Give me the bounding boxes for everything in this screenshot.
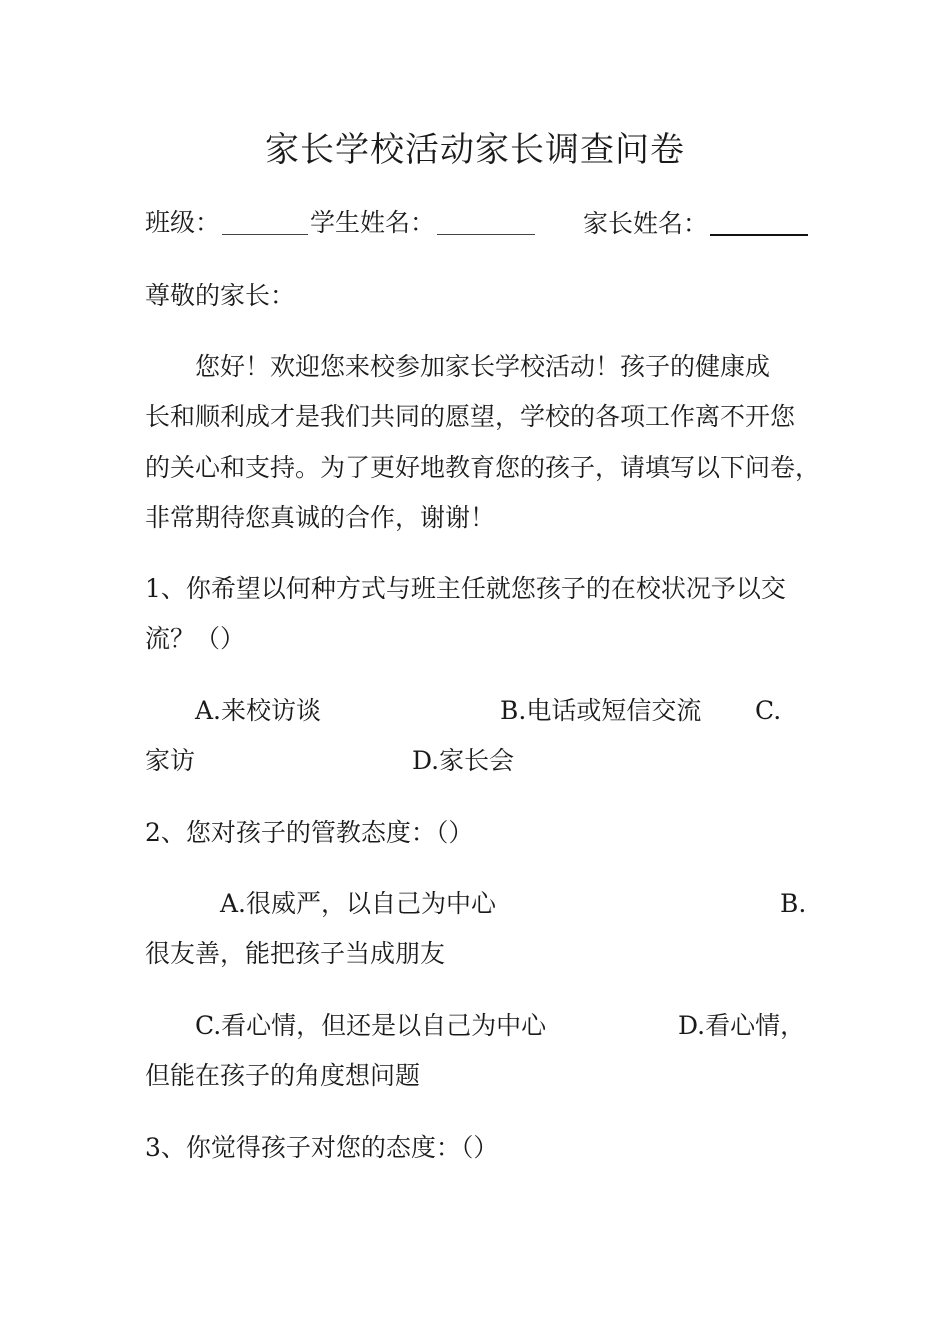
- q2-option-b-text[interactable]: 很友善，能把孩子当成朋友: [145, 939, 446, 968]
- greeting: 尊敬的家长：: [145, 281, 296, 310]
- intro-line-1: 您好！欢迎您来校参加家长学校活动！孩子的健康成: [195, 352, 771, 381]
- q2-option-b[interactable]: B.: [780, 889, 807, 918]
- info-line: [145, 210, 537, 235]
- q1-option-c-text[interactable]: 家访: [145, 746, 196, 775]
- student-name-blank[interactable]: [437, 210, 535, 235]
- parent-name-blank[interactable]: [710, 210, 808, 236]
- q1-text-2: 流？（）: [145, 624, 246, 653]
- parent-name-label: 家长姓名：: [583, 209, 709, 238]
- q2-text-1: 2、您对孩子的管教态度：（）: [145, 818, 474, 847]
- class-blank[interactable]: [222, 210, 308, 235]
- q1-option-b[interactable]: B.电话或短信交流: [500, 696, 702, 725]
- q2-option-c[interactable]: C.看心情，但还是以自己为中心: [195, 1011, 547, 1040]
- q1-option-a[interactable]: A.来校访谈: [195, 696, 322, 725]
- class-label: 班级：: [145, 208, 221, 237]
- intro-line-4: 非常期待您真诚的合作，谢谢！: [145, 503, 496, 532]
- q3-text-1: 3、你觉得孩子对您的态度：（）: [145, 1133, 499, 1162]
- q1-option-d[interactable]: D.家长会: [412, 746, 515, 775]
- q1-text-1: 1、你希望以何种方式与班主任就您孩子的在校状况予以交: [145, 574, 786, 603]
- q2-option-d-text[interactable]: 但能在孩子的角度想问题: [145, 1061, 421, 1090]
- q2-option-a[interactable]: A.很威严，以自己为中心: [220, 889, 497, 918]
- student-name-label: 学生姓名：: [310, 208, 436, 237]
- intro-line-3: 的关心和支持。为了更好地教育您的孩子，请填写以下问卷，: [145, 453, 821, 482]
- intro-line-2: 长和顺利成才是我们共同的愿望，学校的各项工作离不开您: [145, 402, 796, 431]
- page-title: 家长学校活动家长调查问卷: [265, 130, 685, 170]
- q2-option-d[interactable]: D.看心情，: [678, 1011, 806, 1040]
- q1-option-c[interactable]: C.: [755, 696, 782, 725]
- parent-name-line: [583, 210, 810, 236]
